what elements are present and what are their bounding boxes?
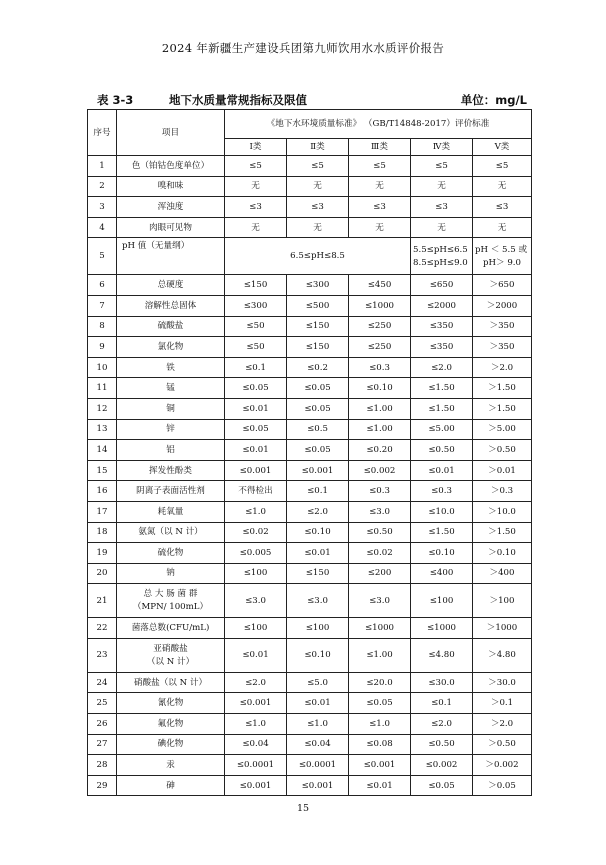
limit-value: ≤1000: [349, 295, 411, 316]
limit-value: ≤0.2: [287, 357, 349, 378]
limit-value: ＞0.1: [473, 693, 532, 714]
row-number: 13: [88, 419, 117, 440]
limit-value: ＞30.0: [473, 672, 532, 693]
item-name: 铝: [117, 440, 225, 461]
limit-value: ≤100: [225, 563, 287, 584]
limit-value: ≤150: [287, 316, 349, 337]
class-iv-limit: [411, 238, 473, 275]
limit-value: ≤0.3: [349, 481, 411, 502]
limit-value: ≤1.0: [225, 714, 287, 735]
item-name: pH 值（无量纲）: [117, 238, 225, 275]
limit-value: ≤250: [349, 337, 411, 358]
table-row: [88, 638, 532, 672]
table-row: [88, 522, 532, 543]
limit-value: ＞1000: [473, 618, 532, 639]
limit-value: 无: [287, 217, 349, 238]
table-row: [88, 176, 532, 197]
row-number: 28: [88, 755, 117, 776]
limit-value: ≤400: [411, 563, 473, 584]
limit-value: ≤0.01: [287, 543, 349, 564]
header-class: Ⅱ类: [287, 139, 349, 156]
item-name: 氯化物: [117, 337, 225, 358]
item-name: 阴离子表面活性剂: [117, 481, 225, 502]
limit-value: ≤300: [225, 295, 287, 316]
item-name: 硫化物: [117, 543, 225, 564]
table-row: [88, 316, 532, 337]
table-row: [88, 217, 532, 238]
cell-line: （MPN/ 100mL）: [132, 602, 209, 613]
row-number: 29: [88, 775, 117, 796]
table-row: [88, 501, 532, 522]
header-class: Ⅳ类: [411, 139, 473, 156]
table-row: [88, 543, 532, 564]
groundwater-standards-table: [87, 109, 532, 796]
limit-value: ≤0.05: [225, 419, 287, 440]
limit-value: 不得检出: [225, 481, 287, 502]
limit-value: ≤100: [225, 618, 287, 639]
limit-value: ≤3: [287, 197, 349, 218]
table-row: [88, 734, 532, 755]
limit-value: ≤0.001: [287, 775, 349, 796]
limit-value: ≤30.0: [411, 672, 473, 693]
limit-value: ＞0.002: [473, 755, 532, 776]
row-number: 9: [88, 337, 117, 358]
item-name: [117, 638, 225, 672]
limit-value: ≤350: [411, 316, 473, 337]
header-class: Ⅰ类: [225, 139, 287, 156]
limit-value: ≤0.05: [225, 378, 287, 399]
limit-value: 无: [349, 176, 411, 197]
item-name: 溶解性总固体: [117, 295, 225, 316]
limit-value: ＞0.01: [473, 460, 532, 481]
item-name: 锌: [117, 419, 225, 440]
limit-value: ≤3.0: [349, 501, 411, 522]
page-header: 2024 年新疆生产建设兵团第九师饮用水水质评价报告: [161, 41, 445, 55]
limit-value: 无: [225, 217, 287, 238]
header-standard: 《地下水环境质量标准》 （GB/T14848-2017）评价标准: [225, 110, 532, 139]
limit-value: ≤5: [225, 156, 287, 177]
limit-value: ≤3.0: [349, 584, 411, 618]
limit-value: ≤350: [411, 337, 473, 358]
item-name: 铜: [117, 398, 225, 419]
row-number: 5: [88, 238, 117, 275]
limit-value: ≤50: [225, 337, 287, 358]
item-name: 锰: [117, 378, 225, 399]
row-number: 24: [88, 672, 117, 693]
limit-value: ≤5.0: [287, 672, 349, 693]
limit-value: ≤100: [411, 584, 473, 618]
limit-value: ≤1000: [411, 618, 473, 639]
header-serial-no: 序号: [88, 110, 117, 156]
limit-value: ＞1.50: [473, 378, 532, 399]
limit-value: ≤1.50: [411, 378, 473, 399]
limit-value: ＞650: [473, 275, 532, 296]
limit-value: ≤0.50: [411, 440, 473, 461]
row-number: 18: [88, 522, 117, 543]
limit-value: ＞0.3: [473, 481, 532, 502]
limit-value: 无: [287, 176, 349, 197]
limit-value: ≤0.001: [225, 775, 287, 796]
limit-value: ≤0.01: [287, 693, 349, 714]
limit-value: ≤0.1: [411, 693, 473, 714]
row-number: 14: [88, 440, 117, 461]
limit-value: ≤1.00: [349, 398, 411, 419]
row-number: 15: [88, 460, 117, 481]
limit-value: ≤0.10: [287, 638, 349, 672]
limit-value: ≤200: [349, 563, 411, 584]
limit-value: ＞350: [473, 337, 532, 358]
limit-value: ≤4.80: [411, 638, 473, 672]
item-name: [117, 584, 225, 618]
limit-value: ≤0.02: [225, 522, 287, 543]
limit-value: ≤150: [225, 275, 287, 296]
class-v-limit: [473, 238, 532, 275]
limit-value: ≤50: [225, 316, 287, 337]
limit-value: ≤5: [473, 156, 532, 177]
limit-value: ≤0.0001: [225, 755, 287, 776]
table-row: [88, 156, 532, 177]
limit-value: 无: [411, 176, 473, 197]
limit-value: ≤5.00: [411, 419, 473, 440]
merged-limit: 6.5≤pH≤8.5: [225, 238, 411, 275]
limit-value: ≤250: [349, 316, 411, 337]
item-name: 耗氧量: [117, 501, 225, 522]
limit-value: ≤0.01: [225, 638, 287, 672]
limit-value: ≤2000: [411, 295, 473, 316]
limit-value: ＞0.50: [473, 734, 532, 755]
item-name: 肉眼可见物: [117, 217, 225, 238]
cell-line: 亚硝酸盐: [153, 643, 188, 654]
table-row: [88, 563, 532, 584]
limit-value: ≤1000: [349, 618, 411, 639]
limit-value: ≤2.0: [287, 501, 349, 522]
cell-line: （以 N 计）: [146, 656, 195, 667]
limit-value: ≤0.3: [411, 481, 473, 502]
limit-value: ≤0.04: [287, 734, 349, 755]
row-number: 3: [88, 197, 117, 218]
limit-value: 无: [349, 217, 411, 238]
limit-value: ≤1.0: [225, 501, 287, 522]
limit-value: ≤10.0: [411, 501, 473, 522]
limit-value: ＞2.0: [473, 357, 532, 378]
limit-value: 无: [225, 176, 287, 197]
limit-value: ≤1.00: [349, 419, 411, 440]
table-row: [88, 337, 532, 358]
item-name: 汞: [117, 755, 225, 776]
table-row: [88, 755, 532, 776]
row-number: 22: [88, 618, 117, 639]
limit-value: ≤1.50: [411, 522, 473, 543]
limit-value: ≤0.05: [287, 378, 349, 399]
limit-value: ＞400: [473, 563, 532, 584]
item-name: 氨氮（以 N 计）: [117, 522, 225, 543]
item-name: 嗅和味: [117, 176, 225, 197]
table-row: [88, 481, 532, 502]
table-row: [88, 398, 532, 419]
limit-value: ≤0.5: [287, 419, 349, 440]
row-number: 4: [88, 217, 117, 238]
item-name: 菌落总数(CFU/mL): [117, 618, 225, 639]
item-name: 色（铂钴色度单位）: [117, 156, 225, 177]
limit-value: ＞4.80: [473, 638, 532, 672]
limit-value: ＞100: [473, 584, 532, 618]
limit-value: ≤2.0: [411, 357, 473, 378]
limit-value: ≤1.0: [349, 714, 411, 735]
limit-value: ≤0.01: [411, 460, 473, 481]
limit-value: ≤0.05: [411, 775, 473, 796]
limit-value: ≤0.1: [287, 481, 349, 502]
table-caption: [97, 92, 527, 108]
limit-value: ≤20.0: [349, 672, 411, 693]
cell-line: 总 大 肠 菌 群: [143, 589, 198, 600]
item-name: 浑浊度: [117, 197, 225, 218]
limit-value: ≤0.002: [411, 755, 473, 776]
limit-value: ≤0.20: [349, 440, 411, 461]
limit-value: ≤2.0: [411, 714, 473, 735]
row-number: 2: [88, 176, 117, 197]
limit-value: ≤0.002: [349, 460, 411, 481]
limit-value: ≤3: [411, 197, 473, 218]
item-name: 挥发性酚类: [117, 460, 225, 481]
limit-value: ＞0.10: [473, 543, 532, 564]
item-name: 钠: [117, 563, 225, 584]
limit-value: ≤0.001: [349, 755, 411, 776]
table-title: 地下水质量常规指标及限值: [169, 93, 307, 107]
limit-value: ≤1.50: [411, 398, 473, 419]
row-number: 16: [88, 481, 117, 502]
item-name: 氰化物: [117, 693, 225, 714]
limit-value: ≤0.1: [225, 357, 287, 378]
table-row: [88, 618, 532, 639]
limit-value: ≤0.001: [225, 460, 287, 481]
limit-value: 无: [411, 217, 473, 238]
limit-value: ≤150: [287, 563, 349, 584]
limit-value: 无: [473, 217, 532, 238]
limit-value: ≤0.04: [225, 734, 287, 755]
cell-line: 5.5≤pH≤6.5: [413, 244, 468, 255]
header-class: Ⅲ类: [349, 139, 411, 156]
limit-value: ≤0.50: [349, 522, 411, 543]
limit-value: ≤0.08: [349, 734, 411, 755]
item-name: 硫酸盐: [117, 316, 225, 337]
table-row: [88, 197, 532, 218]
limit-value: ≤0.10: [287, 522, 349, 543]
page-number: 15: [296, 803, 310, 814]
limit-value: ≤0.001: [287, 460, 349, 481]
table-row: [88, 419, 532, 440]
cell-line: 8.5≤pH≤9.0: [413, 257, 468, 268]
table-row: [88, 295, 532, 316]
limit-value: ≤0.01: [225, 398, 287, 419]
limit-value: 无: [473, 176, 532, 197]
table-row: [88, 584, 532, 618]
limit-value: ≤3: [473, 197, 532, 218]
table-row: [88, 775, 532, 796]
limit-value: ≤5: [411, 156, 473, 177]
header-item: 项目: [117, 110, 225, 156]
limit-value: ＞10.0: [473, 501, 532, 522]
row-number: 23: [88, 638, 117, 672]
item-name: 氟化物: [117, 714, 225, 735]
limit-value: ≤0.01: [349, 775, 411, 796]
table-row: [88, 275, 532, 296]
row-number: 21: [88, 584, 117, 618]
row-number: 11: [88, 378, 117, 399]
limit-value: ＞2000: [473, 295, 532, 316]
limit-value: ≤5: [349, 156, 411, 177]
limit-value: ≤3.0: [225, 584, 287, 618]
limit-value: ≤3: [225, 197, 287, 218]
cell-line: pH ＜ 5.5 或: [475, 244, 528, 255]
row-number: 12: [88, 398, 117, 419]
limit-value: ≤0.05: [287, 440, 349, 461]
limit-value: ≤450: [349, 275, 411, 296]
table-row: [88, 357, 532, 378]
header-class: Ⅴ类: [473, 139, 532, 156]
cell-line: pH＞ 9.0: [483, 257, 521, 268]
limit-value: ＞5.00: [473, 419, 532, 440]
table-number: 表 3-3: [97, 93, 134, 107]
limit-value: ≤300: [287, 275, 349, 296]
row-number: 1: [88, 156, 117, 177]
limit-value: ≤0.005: [225, 543, 287, 564]
table-row: [88, 378, 532, 399]
table-row: [88, 714, 532, 735]
row-number: 6: [88, 275, 117, 296]
limit-value: ＞1.50: [473, 522, 532, 543]
limit-value: ≤0.001: [225, 693, 287, 714]
limit-value: ≤500: [287, 295, 349, 316]
limit-value: ≤150: [287, 337, 349, 358]
limit-value: ≤0.3: [349, 357, 411, 378]
limit-value: ≤3: [349, 197, 411, 218]
item-name: 碘化物: [117, 734, 225, 755]
limit-value: ＞0.50: [473, 440, 532, 461]
limit-value: ＞350: [473, 316, 532, 337]
item-name: 砷: [117, 775, 225, 796]
limit-value: ≤0.05: [287, 398, 349, 419]
row-number: 8: [88, 316, 117, 337]
limit-value: ≤2.0: [225, 672, 287, 693]
limit-value: ≤3.0: [287, 584, 349, 618]
row-number: 7: [88, 295, 117, 316]
limit-value: ≤650: [411, 275, 473, 296]
limit-value: ≤0.05: [349, 693, 411, 714]
table-row: [88, 460, 532, 481]
limit-value: ＞1.50: [473, 398, 532, 419]
limit-value: ≤1.00: [349, 638, 411, 672]
row-number: 25: [88, 693, 117, 714]
table-row: [88, 238, 532, 275]
row-number: 20: [88, 563, 117, 584]
limit-value: ≤0.02: [349, 543, 411, 564]
table-row: [88, 672, 532, 693]
limit-value: ≤100: [287, 618, 349, 639]
item-name: 硝酸盐（以 N 计）: [117, 672, 225, 693]
table-row: [88, 693, 532, 714]
row-number: 17: [88, 501, 117, 522]
limit-value: ≤0.0001: [287, 755, 349, 776]
row-number: 26: [88, 714, 117, 735]
limit-value: ≤0.10: [411, 543, 473, 564]
item-name: 铁: [117, 357, 225, 378]
limit-value: ＞0.05: [473, 775, 532, 796]
limit-value: ≤1.0: [287, 714, 349, 735]
limit-value: ≤0.10: [349, 378, 411, 399]
row-number: 10: [88, 357, 117, 378]
row-number: 19: [88, 543, 117, 564]
limit-value: ≤0.01: [225, 440, 287, 461]
limit-value: ＞2.0: [473, 714, 532, 735]
item-name: 总硬度: [117, 275, 225, 296]
limit-value: ≤5: [287, 156, 349, 177]
limit-value: ≤0.50: [411, 734, 473, 755]
row-number: 27: [88, 734, 117, 755]
table-row: [88, 440, 532, 461]
table-unit: 单位：mg/L: [460, 93, 527, 107]
